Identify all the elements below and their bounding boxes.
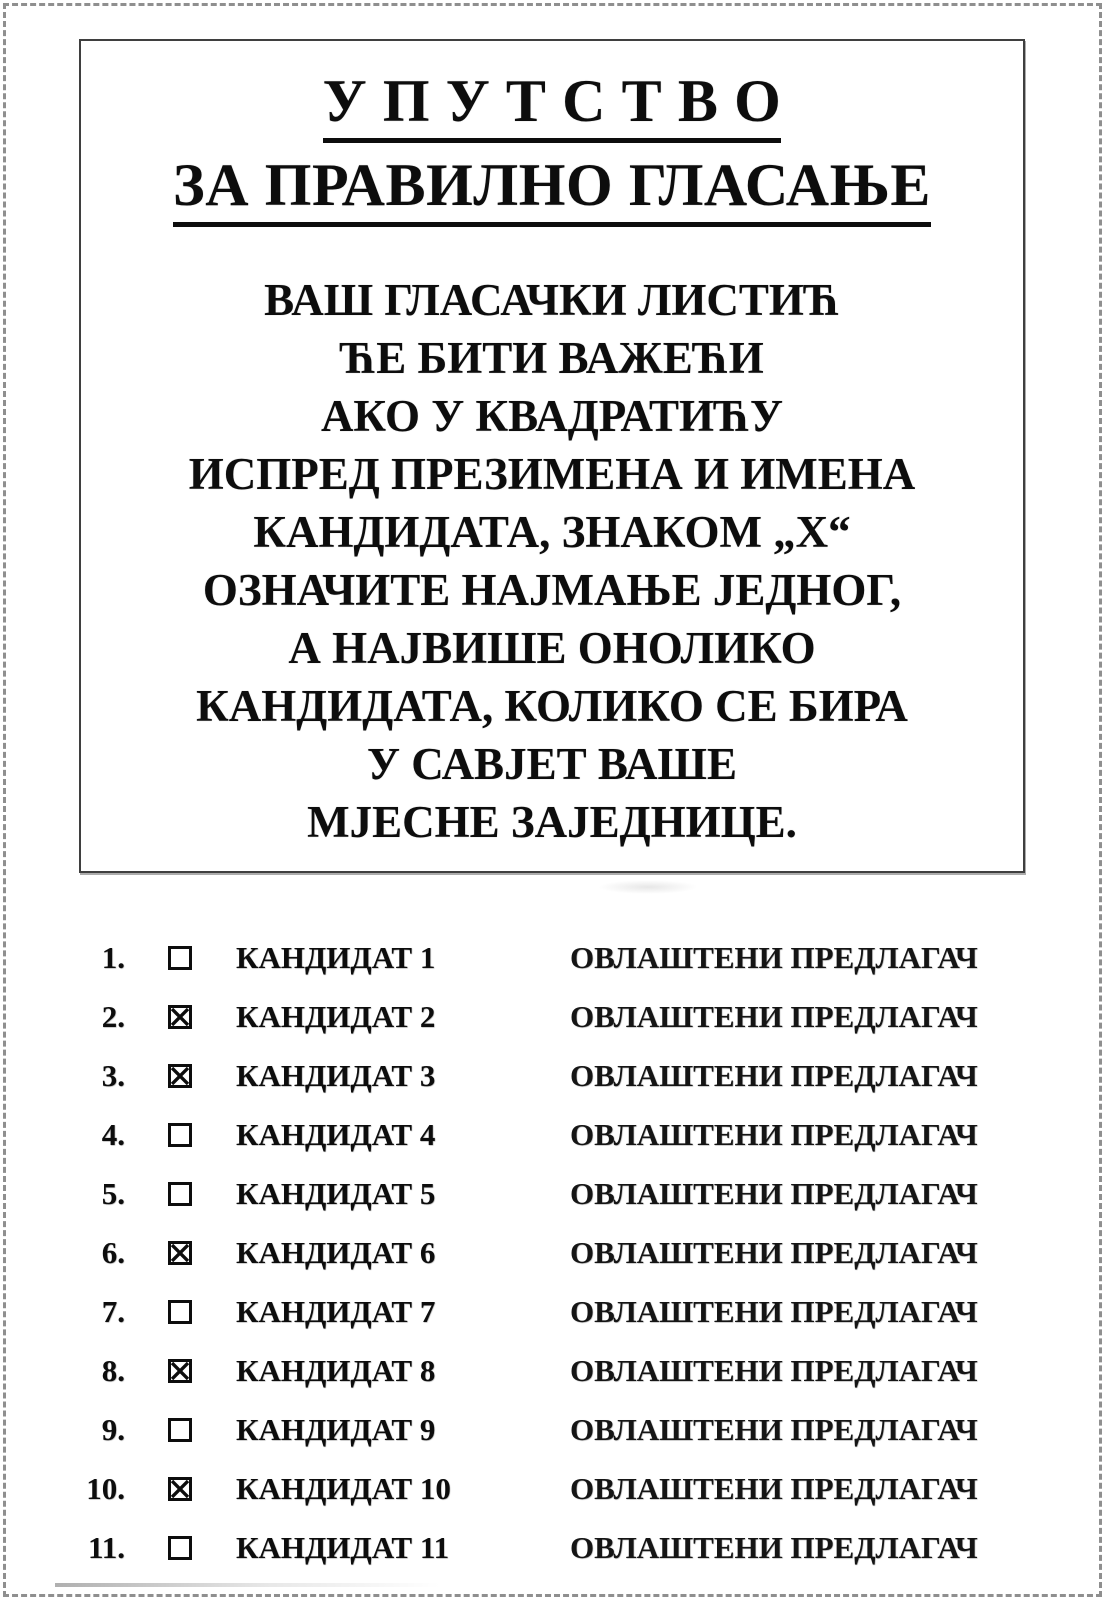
candidate-checkbox[interactable]	[168, 1300, 192, 1324]
candidate-number: 11.	[87, 1529, 125, 1565]
x-mark-icon	[171, 1362, 189, 1380]
candidate-checkbox[interactable]	[168, 1005, 192, 1029]
candidate-proposer: ОВЛАШТЕНИ ПРЕДЛАГАЧ	[570, 1470, 978, 1506]
instruction-line: ОЗНАЧИТЕ НАЈМАЊЕ ЈЕДНОГ,	[202, 565, 902, 615]
candidate-checkbox[interactable]	[168, 1418, 192, 1442]
candidate-checkbox[interactable]	[168, 1064, 192, 1088]
candidate-number: 2.	[101, 998, 125, 1034]
instruction-title-line1-text: У П У Т С Т В О	[323, 67, 782, 143]
candidate-row	[0, 1400, 1105, 1459]
candidate-proposer: ОВЛАШТЕНИ ПРЕДЛАГАЧ	[570, 1293, 978, 1329]
candidate-proposer: ОВЛАШТЕНИ ПРЕДЛАГАЧ	[570, 1234, 978, 1270]
candidate-row	[0, 1282, 1105, 1341]
x-mark-icon	[171, 1244, 189, 1262]
candidate-checkbox[interactable]	[168, 946, 192, 970]
candidate-checkbox[interactable]	[168, 1241, 192, 1265]
instruction-box	[79, 39, 1025, 873]
candidate-name: КАНДИДАТ 4	[236, 1116, 436, 1152]
instruction-line: КАНДИДАТА, КОЛИКО СЕ БИРА	[196, 681, 908, 731]
candidate-checkbox[interactable]	[168, 1359, 192, 1383]
candidate-number: 8.	[101, 1352, 125, 1388]
candidate-proposer: ОВЛАШТЕНИ ПРЕДЛАГАЧ	[570, 1529, 978, 1565]
x-mark-icon	[171, 1480, 189, 1498]
instruction-line: МЈЕСНЕ ЗАЈЕДНИЦЕ.	[307, 797, 797, 847]
candidate-name: КАНДИДАТ 7	[236, 1293, 436, 1329]
candidate-proposer: ОВЛАШТЕНИ ПРЕДЛАГАЧ	[570, 1352, 978, 1388]
candidate-name: КАНДИДАТ 1	[236, 939, 436, 975]
instruction-title-line1	[81, 67, 1023, 143]
candidate-checkbox[interactable]	[168, 1536, 192, 1560]
x-mark-icon	[171, 1008, 189, 1026]
candidate-number: 5.	[101, 1175, 125, 1211]
candidate-checkbox[interactable]	[168, 1182, 192, 1206]
instruction-line: ВАШ ГЛАСАЧКИ ЛИСТИЋ	[264, 275, 840, 325]
candidate-checkbox[interactable]	[168, 1123, 192, 1147]
scan-strip-artifact	[55, 1583, 440, 1587]
candidate-name: КАНДИДАТ 6	[236, 1234, 436, 1270]
instruction-title-line2	[81, 151, 1023, 227]
candidate-number: 10.	[86, 1470, 125, 1506]
candidate-name: КАНДИДАТ 10	[236, 1470, 451, 1506]
candidate-list	[0, 928, 1105, 1577]
candidate-row	[0, 987, 1105, 1046]
candidate-row	[0, 1341, 1105, 1400]
candidate-row	[0, 1518, 1105, 1577]
candidate-row	[0, 1105, 1105, 1164]
candidate-proposer: ОВЛАШТЕНИ ПРЕДЛАГАЧ	[570, 998, 978, 1034]
x-mark-icon	[171, 1067, 189, 1085]
candidate-number: 4.	[101, 1116, 125, 1152]
candidate-row	[0, 1459, 1105, 1518]
candidate-row	[0, 1223, 1105, 1282]
candidate-proposer: ОВЛАШТЕНИ ПРЕДЛАГАЧ	[570, 1116, 978, 1152]
candidate-proposer: ОВЛАШТЕНИ ПРЕДЛАГАЧ	[570, 1411, 978, 1447]
instruction-text	[81, 271, 1023, 851]
candidate-row	[0, 928, 1105, 987]
candidate-number: 7.	[101, 1293, 125, 1329]
candidate-proposer: ОВЛАШТЕНИ ПРЕДЛАГАЧ	[570, 939, 978, 975]
candidate-number: 1.	[101, 939, 125, 975]
scan-smudge-artifact	[598, 880, 698, 894]
instruction-line: АКО У КВАДРАТИЋУ	[320, 391, 784, 441]
candidate-name: КАНДИДАТ 3	[236, 1057, 436, 1093]
candidate-name: КАНДИДАТ 2	[236, 998, 436, 1034]
candidate-proposer: ОВЛАШТЕНИ ПРЕДЛАГАЧ	[570, 1057, 978, 1093]
candidate-number: 6.	[101, 1234, 125, 1270]
candidate-checkbox[interactable]	[168, 1477, 192, 1501]
candidate-number: 9.	[101, 1411, 125, 1447]
candidate-name: КАНДИДАТ 9	[236, 1411, 436, 1447]
candidate-name: КАНДИДАТ 8	[236, 1352, 436, 1388]
instruction-line: ЋЕ БИТИ ВАЖЕЋИ	[340, 333, 764, 383]
instruction-line: А НАЈВИШЕ ОНОЛИКО	[288, 623, 816, 673]
instruction-line: КАНДИДАТА, ЗНАКОМ „Х“	[253, 507, 851, 557]
candidate-name: КАНДИДАТ 11	[236, 1529, 450, 1565]
candidate-name: КАНДИДАТ 5	[236, 1175, 436, 1211]
candidate-row	[0, 1164, 1105, 1223]
instruction-title-line2-text: ЗА ПРАВИЛНО ГЛАСАЊЕ	[173, 151, 931, 227]
candidate-proposer: ОВЛАШТЕНИ ПРЕДЛАГАЧ	[570, 1175, 978, 1211]
candidate-row	[0, 1046, 1105, 1105]
instruction-line: ИСПРЕД ПРЕЗИМЕНА И ИМЕНА	[188, 449, 916, 499]
instruction-line: У САВЈЕТ ВАШЕ	[367, 739, 737, 789]
candidate-number: 3.	[101, 1057, 125, 1093]
